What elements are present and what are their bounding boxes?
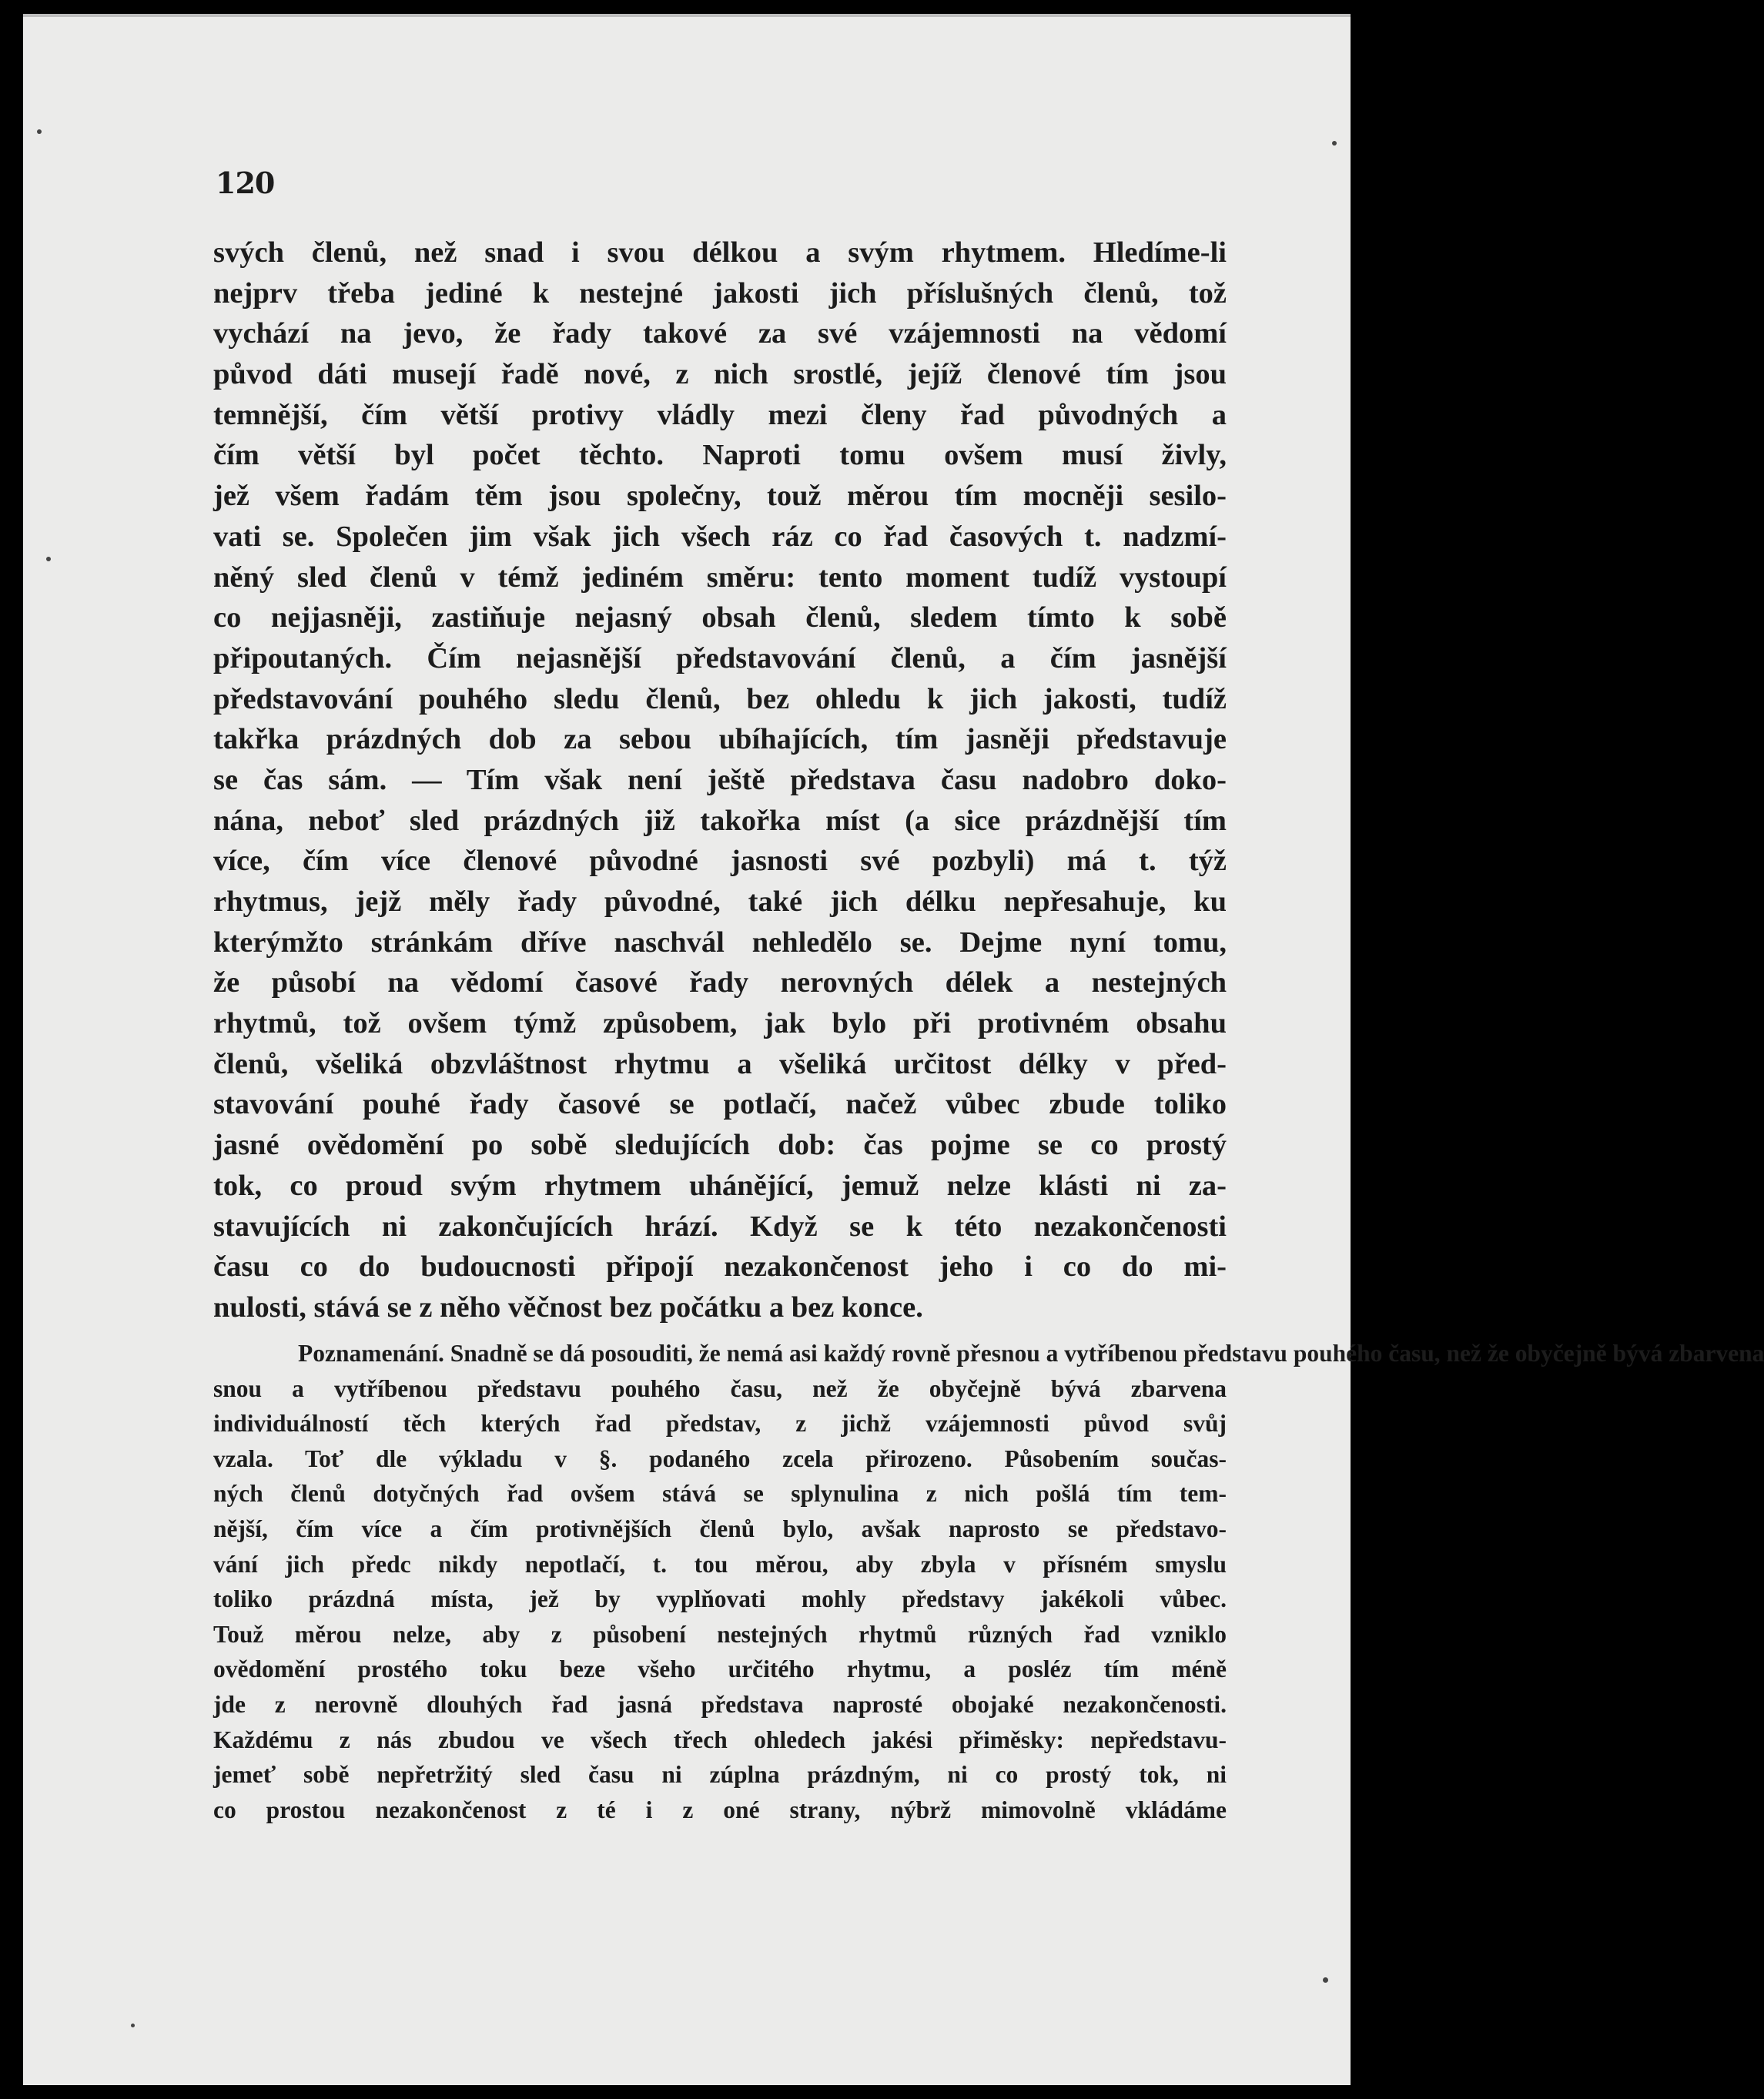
text-line: času co do budoucnosti připojí nezakončenost jeho i co do mi- bbox=[213, 1250, 1227, 1284]
note-line: individuálností těch kterých řad představ, z jichž vzájemnosti původ svůj bbox=[213, 1410, 1227, 1438]
text-line: rhytmus, jejž měly řady původné, také jich délku nepřesahuje, ku bbox=[213, 885, 1227, 918]
note-first-line: Poznamenání. Snadně se dá posouditi, že nemá asi každý rovně přesnou a vytříbenou představu pouhého času, než že obyčejně bývá zbarvena bbox=[298, 1340, 1764, 1367]
text-line: něný sled členů v témž jediném směru: tento moment tudíž vystoupí bbox=[213, 561, 1227, 594]
text-line: vati se. Společen jim však jich všech ráz co řad časových t. nadzmí- bbox=[213, 520, 1227, 553]
main-paragraph bbox=[213, 233, 1227, 1328]
note-line: jde z nerovně dlouhých řad jasná představa naprosté obojaké nezakončenosti. bbox=[213, 1690, 1227, 1718]
note-line: snou a vytříbenou představu pouhého času, než že obyčejně bývá zbarvena bbox=[213, 1374, 1227, 1402]
text-line: nejprv třeba jediné k nestejné jakosti jich příslušných členů, tož bbox=[213, 276, 1227, 310]
text-line: kterýmžto stránkám dříve naschvál nehledělo se. Dejme nyní tomu, bbox=[213, 926, 1227, 959]
text-line: původ dáti musejí řadě nové, z nich srostlé, jejíž členové tím jsou bbox=[213, 358, 1227, 391]
text-line: jež všem řadám těm jsou společny, touž měrou tím mocněji sesilo- bbox=[213, 480, 1227, 513]
text-line: připoutaných. Čím nejasnější představování členů, a čím jasnější bbox=[213, 641, 1227, 675]
text-line: představování pouhého sledu členů, bez ohledu k jich jakosti, tudíž bbox=[213, 682, 1227, 715]
text-line: čím větší byl počet těchto. Naproti tomu ovšem musí živly, bbox=[213, 439, 1227, 472]
text-line: vychází na jevo, že řady takové za své vzájemnosti na vědomí bbox=[213, 317, 1227, 350]
note-line: vzala. Toť dle výkladu v §. podaného zcela přirozeno. Působením součas- bbox=[213, 1445, 1227, 1472]
note-line: ovědomění prostého toku beze všeho určitého rhytmu, a posléz tím méně bbox=[213, 1655, 1227, 1683]
note-line: toliko prázdná místa, jež by vyplňovati mohly představy jakékoli vůbec. bbox=[213, 1585, 1227, 1613]
text-line: co nejjasněji, zastiňuje nejasný obsah členů, sledem tímto k sobě bbox=[213, 601, 1227, 634]
book-page bbox=[23, 14, 1764, 2085]
page-number: 120 bbox=[216, 166, 275, 200]
scan-speck bbox=[37, 129, 42, 134]
note-line: Každému z nás zbudou ve všech třech ohledech jakési přiměsky: nepředstavu- bbox=[213, 1726, 1227, 1753]
text-line: nulosti, stává se z něho věčnost bez počátku a bez konce. bbox=[213, 1291, 923, 1324]
note-line: nější, čím více a čím protivnějších členů bylo, avšak naprosto se představo- bbox=[213, 1515, 1227, 1542]
text-line: členů, všeliká obzvláštnost rhytmu a všeliká určitost délky v před- bbox=[213, 1047, 1227, 1080]
note-line: jemeť sobě nepřetržitý sled času ni zúplna prázdným, ni co prostý tok, ni bbox=[213, 1761, 1227, 1789]
note-line: Touž měrou nelze, aby z působení nestejných rhytmů různých řad vzniklo bbox=[213, 1620, 1227, 1648]
text-line: rhytmů, tož ovšem týmž způsobem, jak bylo při protivném obsahu bbox=[213, 1007, 1227, 1040]
text-line: nána, neboť sled prázdných již takořka míst (a sice prázdnější tím bbox=[213, 804, 1227, 837]
text-line: stavování pouhé řady časové se potlačí, načež vůbec zbude toliko bbox=[213, 1088, 1227, 1121]
text-line: jasné ovědomění po sobě sledujících dob: čas pojme se co prostý bbox=[213, 1129, 1227, 1162]
scan-speck bbox=[46, 557, 51, 561]
note-line: co prostou nezakončenost z té i z oné strany, nýbrž mimovolně vkládáme bbox=[213, 1796, 1227, 1823]
text-line: temnější, čím větší protivy vládly mezi členy řad původných a bbox=[213, 398, 1227, 431]
text-line: že působí na vědomí časové řady nerovných délek a nestejných bbox=[213, 966, 1227, 999]
text-line: svých členů, než snad i svou délkou a svým rhytmem. Hledíme-li bbox=[213, 236, 1227, 269]
scan-speck bbox=[1332, 141, 1337, 146]
scan-speck bbox=[131, 2024, 135, 2027]
text-line: takřka prázdných dob za sebou ubíhajících, tím jasněji představuje bbox=[213, 723, 1227, 756]
text-line: stavujících ni zakončujících hrází. Když se k této nezakončenosti bbox=[213, 1210, 1227, 1243]
scan-speck bbox=[1323, 1977, 1328, 1983]
text-line: více, čím více členové původné jasnosti své pozbyli) má t. týž bbox=[213, 845, 1227, 878]
note-line: vání jich předc nikdy nepotlačí, t. tou měrou, aby zbyla v přísném smyslu bbox=[213, 1550, 1227, 1578]
note-paragraph bbox=[213, 1336, 1764, 1827]
note-line: ných členů dotyčných řad ovšem stává se splynulina z nich pošlá tím tem- bbox=[213, 1480, 1227, 1508]
text-line: tok, co proud svým rhytmem uhánějící, jemuž nelze klásti ni za- bbox=[213, 1169, 1227, 1202]
note-line bbox=[213, 1336, 1764, 1371]
text-line: se čas sám. — Tím však není ještě představa času nadobro doko- bbox=[213, 763, 1227, 796]
page-top-edge bbox=[23, 14, 1351, 17]
